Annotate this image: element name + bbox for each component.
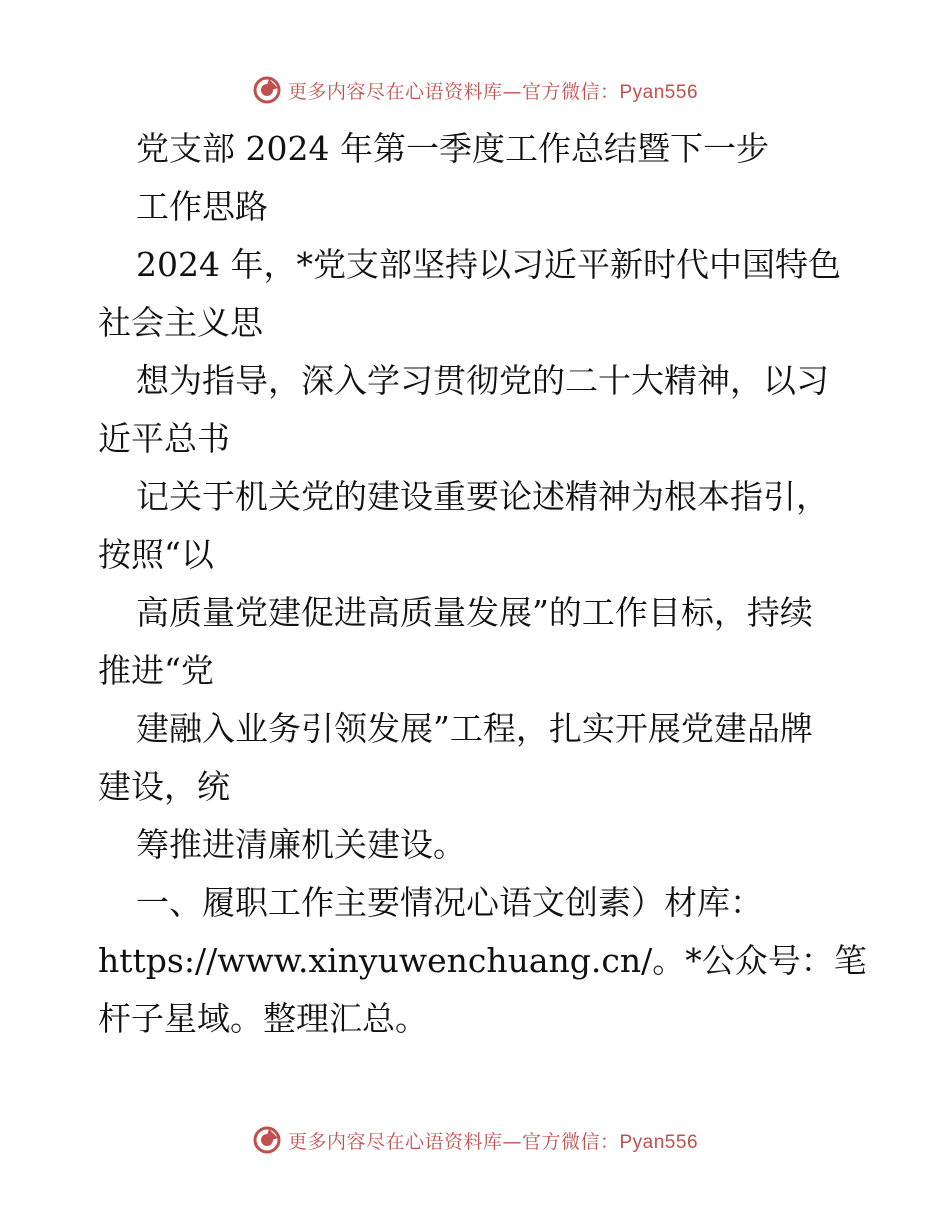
banner-label: 更多内容尽在心语资料库—官方微信： <box>287 1130 620 1153</box>
banner-text <box>288 77 698 104</box>
pen-nib-circle-icon <box>252 75 282 105</box>
document-line: 杆子星域。整理汇总。 <box>98 999 428 1038</box>
document-body <box>98 120 867 1048</box>
document-line: 2024 年，*党支部坚持以习近平新时代中国特色 <box>136 245 841 284</box>
document-line: 按照“以 <box>98 535 214 574</box>
document-line: 工作思路 <box>136 187 268 226</box>
document-line: 近平总书 <box>98 419 230 458</box>
document-line: 建设，统 <box>98 767 230 806</box>
document-line: https://www.xinyuwenchuang.cn/。*公众号：笔 <box>98 941 867 980</box>
footer-banner <box>0 1120 950 1160</box>
document-line: 记关于机关党的建设重要论述精神为根本指引， <box>136 477 829 516</box>
document-line: 想为指导，深入学习贯彻党的二十大精神，以习 <box>136 361 829 400</box>
banner-label: 更多内容尽在心语资料库—官方微信： <box>287 80 620 103</box>
document-line: 筹推进清廉机关建设。 <box>136 825 466 864</box>
pen-nib-circle-icon <box>252 1125 282 1155</box>
document-line: 党支部 2024 年第一季度工作总结暨下一步 <box>136 129 769 168</box>
document-line: 建融入业务引领发展”工程，扎实开展党建品牌 <box>136 709 813 748</box>
document-line: 高质量党建促进高质量发展”的工作目标，持续 <box>136 593 813 632</box>
document-line: 一、履职工作主要情况心语文创素）材库： <box>136 883 763 922</box>
header-banner <box>0 70 950 110</box>
document-line: 社会主义思 <box>98 303 263 342</box>
banner-text <box>288 1127 698 1154</box>
document-line: 推进“党 <box>98 651 214 690</box>
banner-contact: Pyan556 <box>619 1131 699 1153</box>
banner-contact: Pyan556 <box>619 81 699 103</box>
